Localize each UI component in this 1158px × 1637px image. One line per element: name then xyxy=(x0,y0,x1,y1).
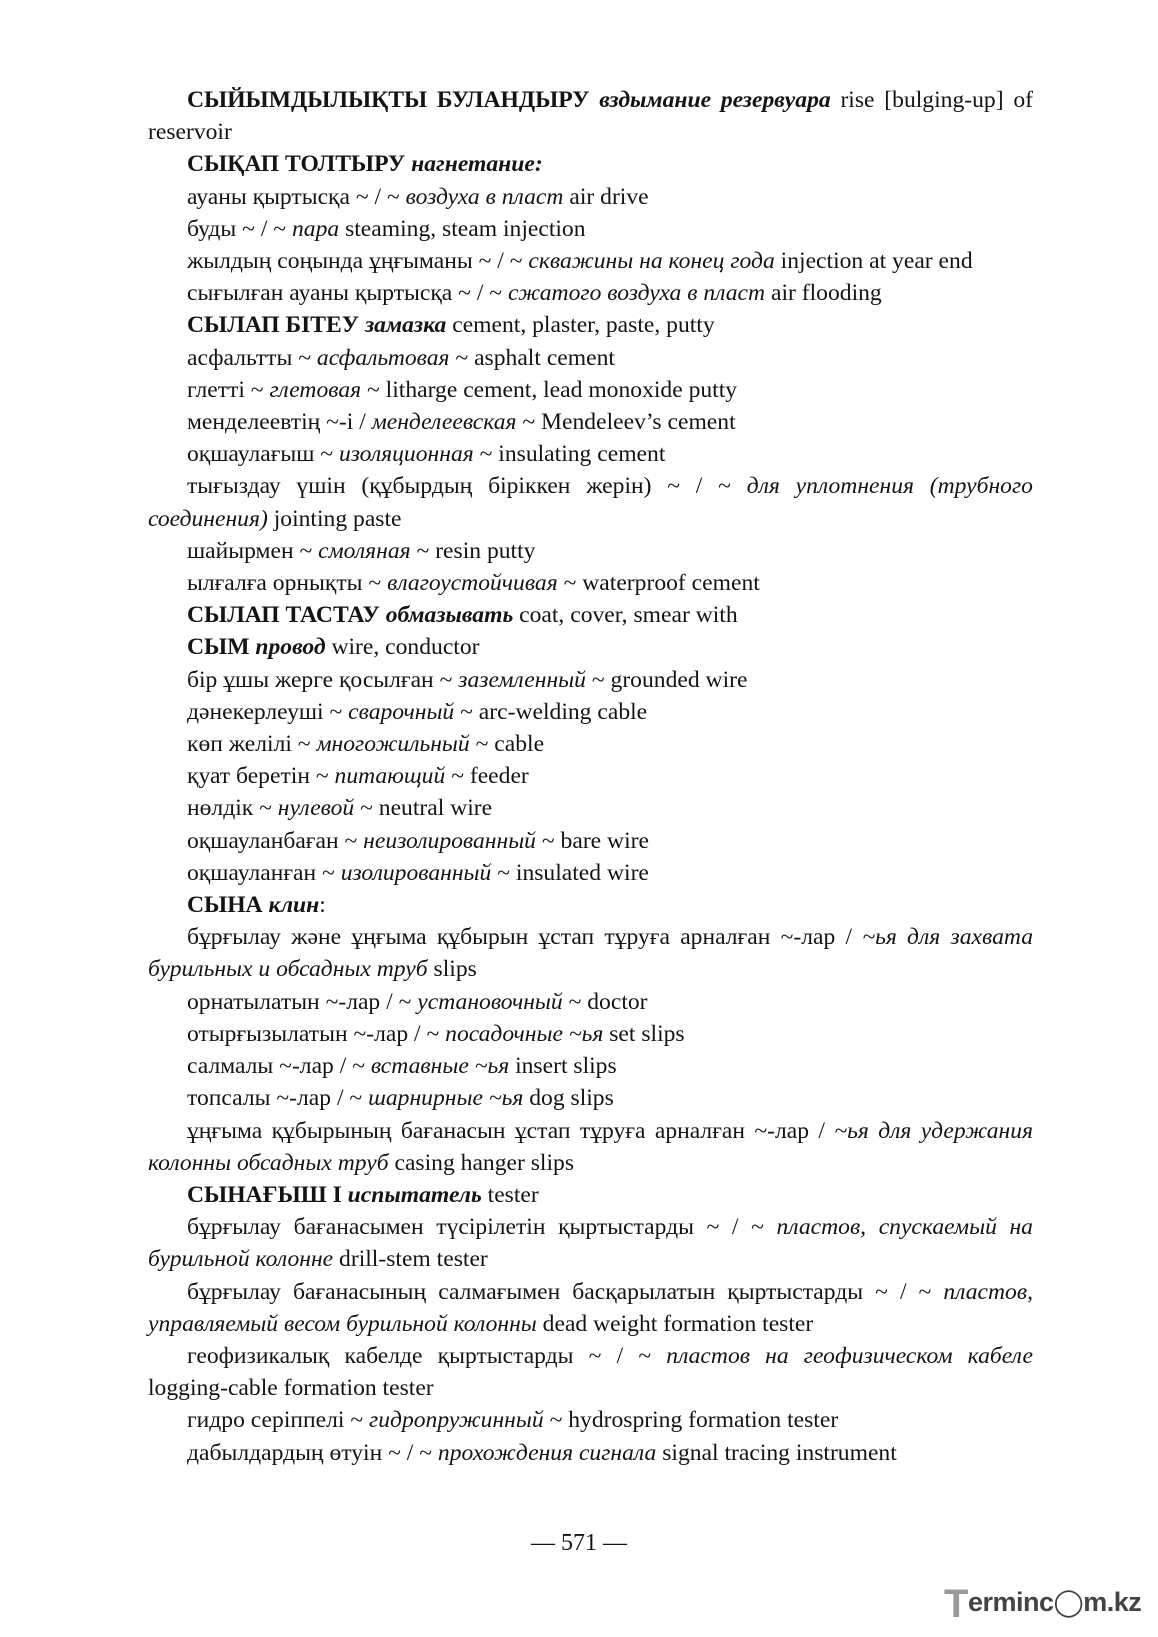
subentry xyxy=(148,438,1033,470)
subentry xyxy=(148,825,1033,857)
russian-term: вздымание резервуара xyxy=(599,87,831,113)
kazakh-term: дәнекерлеуші ~ xyxy=(187,698,343,725)
subentry xyxy=(148,567,1033,599)
english-term: ~ Mendeleev’s cement xyxy=(522,409,736,436)
kazakh-term: бұрғылау бағанасымен түсірілетін қыртыстарды ~ / ~ xyxy=(187,1214,764,1241)
subentry xyxy=(148,470,1033,534)
russian-term: испытатель xyxy=(347,1181,482,1208)
termincom-watermark xyxy=(944,1582,1142,1626)
english-term: casing hanger slips xyxy=(394,1149,575,1176)
english-term: dog slips xyxy=(529,1085,614,1112)
subentry xyxy=(148,1115,1033,1179)
russian-term: изолированный xyxy=(340,859,492,886)
english-term: : xyxy=(319,892,326,919)
subentry xyxy=(148,374,1033,406)
kazakh-term: СЫЛАП ТАСТАУ xyxy=(187,602,380,629)
page-number: — 571 — xyxy=(531,1530,627,1556)
kazakh-term: бұрғылау бағанасының салмағымен басқарылатын қыртыстарды ~ / ~ xyxy=(187,1278,932,1305)
russian-term: питающий xyxy=(334,763,446,790)
kazakh-term: геофизикалық кабелде қыртыстарды ~ / ~ xyxy=(187,1342,652,1369)
headword-entry xyxy=(148,309,1033,341)
headword-entry xyxy=(148,889,1033,921)
english-term: ~ bare wire xyxy=(541,827,649,854)
kazakh-term: буды ~ / ~ xyxy=(187,215,287,242)
russian-term: посадочные ~ья xyxy=(445,1020,604,1047)
english-term: ~ neutral wire xyxy=(360,795,493,822)
english-term: ~ hydrospring formation tester xyxy=(549,1407,839,1434)
english-term: ~ resin putty xyxy=(416,537,536,564)
russian-term: глетовая xyxy=(269,376,362,403)
english-term: wire, conductor xyxy=(331,634,480,661)
english-term: jointing paste xyxy=(273,505,402,532)
subentry xyxy=(148,406,1033,438)
russian-term: для уплотнения (трубного соединения) xyxy=(148,473,1033,532)
subentry xyxy=(148,535,1033,567)
russian-term: неизолированный xyxy=(363,827,536,854)
russian-term: ~ья для удержания колонны обсадных труб xyxy=(148,1117,1033,1176)
russian-term: пластов на геофизическом кабеле xyxy=(666,1342,1033,1369)
subentry xyxy=(148,696,1033,728)
kazakh-term: асфальтты ~ xyxy=(187,344,311,371)
kazakh-term: СЫНА xyxy=(187,892,263,919)
subentry xyxy=(148,921,1033,985)
subentry xyxy=(148,245,1033,277)
kazakh-term: салмалы ~-лар / ~ xyxy=(187,1053,365,1080)
subentry xyxy=(148,664,1033,696)
english-term: injection at year end xyxy=(780,248,973,275)
english-term: cement, plaster, paste, putty xyxy=(452,312,715,339)
english-term: logging-cable formation tester xyxy=(148,1375,434,1402)
kazakh-term: СЫЛАП БІТЕУ xyxy=(187,312,360,339)
kazakh-term: глетті ~ xyxy=(187,376,264,403)
kazakh-term: шайырмен ~ xyxy=(187,537,313,564)
english-term: tester xyxy=(487,1181,539,1208)
subentry xyxy=(148,857,1033,889)
russian-term: смоляная xyxy=(318,537,411,564)
kazakh-term: СЫНАҒЫШ І xyxy=(187,1181,342,1208)
kazakh-term: менделеевтің ~-і / xyxy=(187,409,366,436)
russian-term: многожильный xyxy=(316,731,470,758)
russian-term: влагоустойчивая xyxy=(387,570,558,597)
kazakh-term: сығылған ауаны қыртысқа ~ / ~ xyxy=(187,280,503,307)
kazakh-term: ылғалға орнықты ~ xyxy=(187,570,382,597)
subentry xyxy=(148,760,1033,792)
subentry xyxy=(148,792,1033,824)
russian-term: сжатого воздуха в пласт xyxy=(507,280,766,307)
russian-term: нагнетание: xyxy=(411,151,543,178)
russian-term: нулевой xyxy=(277,795,355,822)
russian-term: установочный xyxy=(417,988,563,1015)
russian-term: менделеевская xyxy=(371,409,517,436)
subentry xyxy=(148,1437,1033,1469)
russian-term: провод xyxy=(255,634,326,661)
kazakh-term: СЫЙЫМДЫЛЫҚТЫ БУЛАНДЫРУ xyxy=(187,87,590,113)
russian-term: замазка xyxy=(364,312,447,339)
kazakh-term: отырғызылатын ~-лар / ~ xyxy=(187,1020,440,1047)
english-term: steaming, steam injection xyxy=(345,215,586,242)
russian-term: асфальтовая xyxy=(316,344,450,371)
kazakh-term: СЫҚАП ТОЛТЫРУ xyxy=(187,151,406,178)
english-term: ~ asphalt cement xyxy=(455,344,615,371)
english-term: ~ feeder xyxy=(451,763,529,790)
russian-term: пластов, спускаемый на бурильной колонне xyxy=(148,1214,1033,1273)
russian-term: заземленный xyxy=(458,666,586,693)
kazakh-term: көп желілі ~ xyxy=(187,731,311,758)
english-term: ~ cable xyxy=(475,731,545,758)
english-term: ~ waterproof cement xyxy=(563,570,760,597)
subentry xyxy=(148,986,1033,1018)
russian-term: вставные ~ья xyxy=(370,1053,510,1080)
kazakh-term: орнатылатын ~-лар / ~ xyxy=(187,988,412,1015)
kazakh-term: ауаны қыртысқа ~ / ~ xyxy=(187,183,400,210)
russian-term: изоляционная xyxy=(338,441,474,468)
kazakh-term: оқшауланған ~ xyxy=(187,859,335,886)
english-term: air drive xyxy=(569,183,649,210)
russian-term: гидропружинный xyxy=(369,1407,544,1434)
subentry xyxy=(148,1340,1033,1404)
subentry xyxy=(148,1018,1033,1050)
subentry xyxy=(148,1404,1033,1436)
kazakh-term: топсалы ~-лар / ~ xyxy=(187,1085,363,1112)
english-term: air flooding xyxy=(770,280,882,307)
watermark-text: erminc◯m.kz xyxy=(967,1587,1142,1617)
subentry xyxy=(148,728,1033,760)
english-term: set slips xyxy=(609,1020,685,1047)
subentry xyxy=(148,342,1033,374)
english-term: ~ insulating cement xyxy=(479,441,666,468)
kazakh-term: жылдың соңында ұңғыманы ~ / ~ xyxy=(187,248,523,275)
kazakh-term: қуат беретін ~ xyxy=(187,763,329,790)
english-term: slips xyxy=(433,956,477,983)
russian-term: обмазывать xyxy=(385,602,514,629)
english-term: signal tracing instrument xyxy=(662,1439,897,1466)
headword-entry xyxy=(148,599,1033,631)
kazakh-term: нөлдік ~ xyxy=(187,795,272,822)
english-term: insert slips xyxy=(515,1053,617,1080)
headword-entry xyxy=(148,84,1033,148)
kazakh-term: бұрғылау және ұңғыма құбырын ұстап тұруға арналған ~-лар / xyxy=(187,924,853,951)
russian-term: шарнирные ~ья xyxy=(368,1085,524,1112)
watermark-letter: T xyxy=(944,1582,968,1626)
dictionary-page xyxy=(148,84,1033,1469)
subentry xyxy=(148,1082,1033,1114)
english-term: ~ litharge cement, lead monoxide putty xyxy=(367,376,738,403)
english-term: ~ arc-welding cable xyxy=(460,698,648,725)
russian-term: клин xyxy=(268,892,320,919)
headword-entry xyxy=(148,631,1033,663)
russian-term: воздуха в пласт xyxy=(405,183,564,210)
kazakh-term: дабылдардың өтуін ~ / ~ xyxy=(187,1439,433,1466)
kazakh-term: бір ұшы жерге қосылған ~ xyxy=(187,666,453,693)
russian-term: скважины на конец года xyxy=(528,248,775,275)
kazakh-term: тығыздау үшін (құбырдың біріккен жерін) ~ / ~ xyxy=(187,473,731,500)
subentry xyxy=(148,213,1033,245)
english-term: drill-stem tester xyxy=(339,1246,488,1273)
subentry xyxy=(148,1050,1033,1082)
english-term: dead weight formation tester xyxy=(542,1310,814,1337)
english-term: coat, cover, smear with xyxy=(519,602,738,629)
subentry xyxy=(148,181,1033,213)
headword-entry xyxy=(148,148,1033,180)
english-term: ~ insulated wire xyxy=(497,859,649,886)
english-term: rise [bulging-up] of reservoir xyxy=(148,87,1033,146)
subentry xyxy=(148,1276,1033,1340)
kazakh-term: ұңғыма құбырының бағанасын ұстап тұруға арналған ~-лар / xyxy=(187,1117,825,1144)
english-term: ~ grounded wire xyxy=(591,666,748,693)
russian-term: прохождения сигнала xyxy=(437,1439,657,1466)
kazakh-term: гидро серіппелі ~ xyxy=(187,1407,364,1434)
headword-entry xyxy=(148,1179,1033,1211)
russian-term: ~ья для захвата бурильных и обсадных труб xyxy=(148,924,1033,983)
kazakh-term: оқшауланбаған ~ xyxy=(187,827,358,854)
kazakh-term: СЫМ xyxy=(187,634,250,661)
subentry xyxy=(148,277,1033,309)
russian-term: сварочный xyxy=(348,698,455,725)
kazakh-term: оқшаулағыш ~ xyxy=(187,441,334,468)
english-term: ~ doctor xyxy=(568,988,648,1015)
russian-term: пара xyxy=(291,215,340,242)
russian-term: пластов, управляемый весом бурильной колонны xyxy=(148,1278,1033,1337)
subentry xyxy=(148,1211,1033,1275)
